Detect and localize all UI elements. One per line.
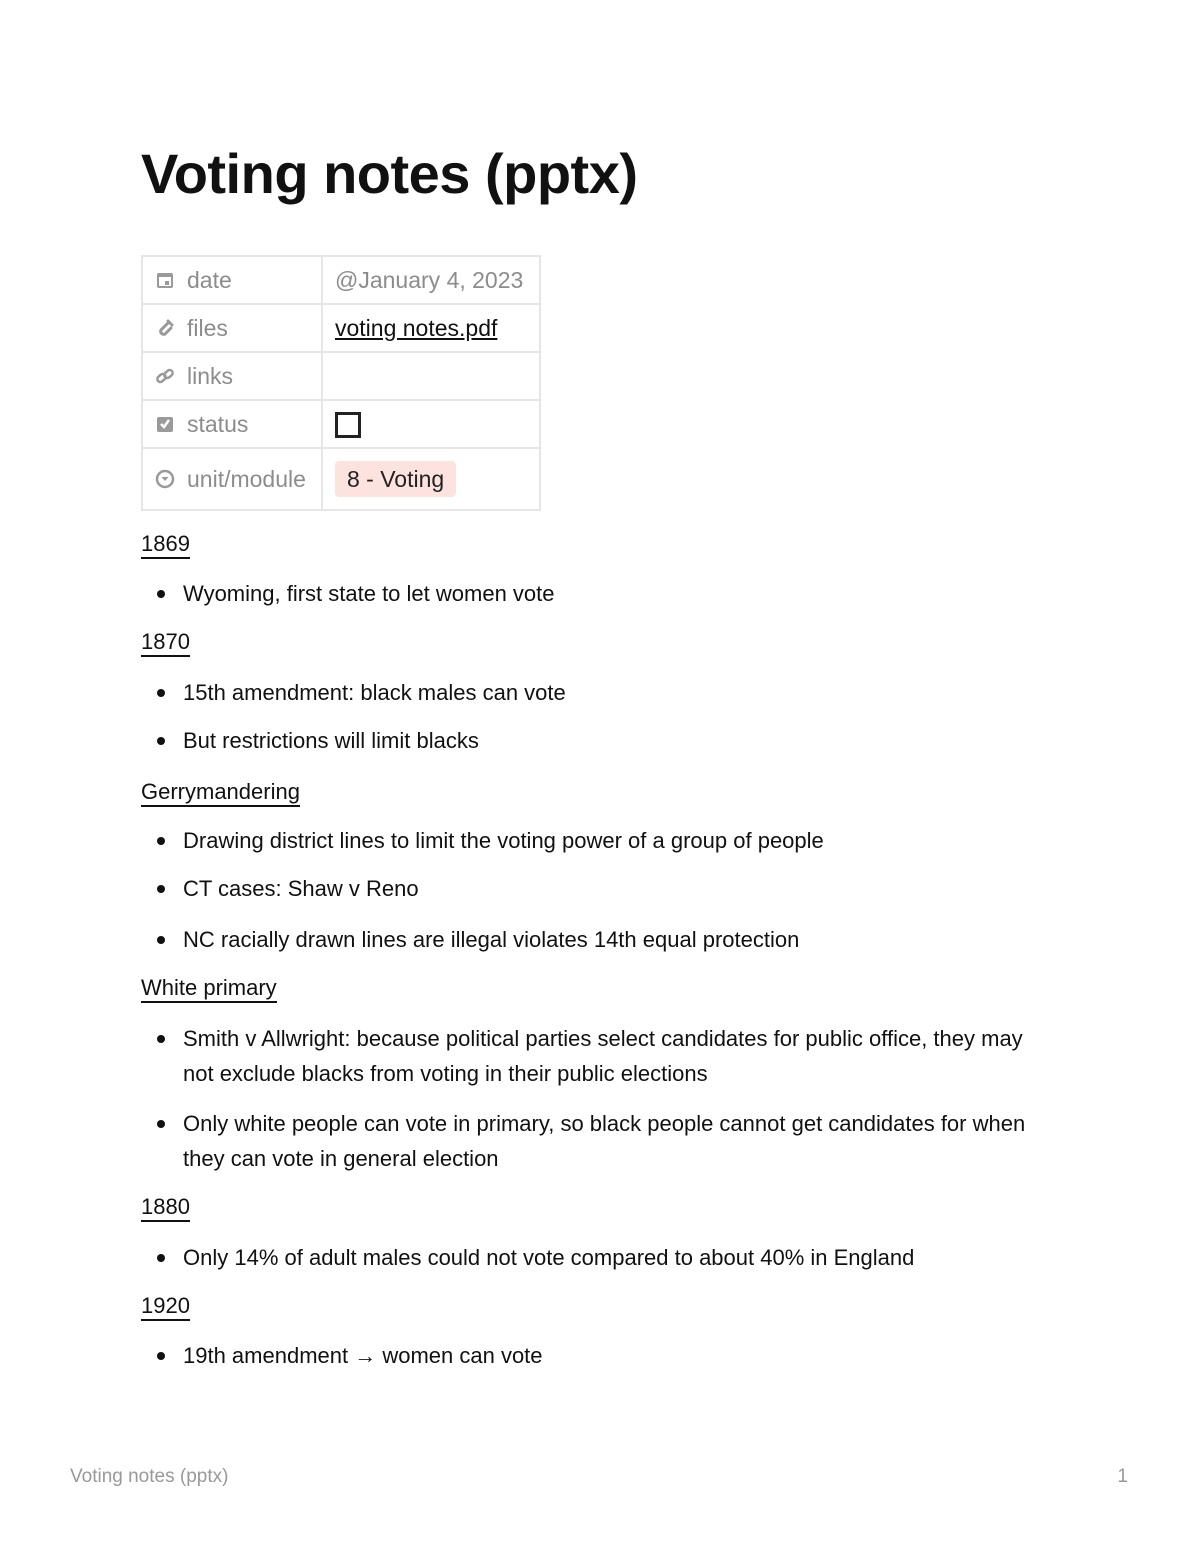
property-row-unit — [142, 448, 540, 510]
list-item: Drawing district lines to limit the voting power of a group of people — [157, 823, 1037, 858]
property-row-date — [142, 256, 540, 304]
property-label: files — [187, 314, 228, 341]
calendar-icon — [155, 270, 175, 290]
list-item: 19th amendment → women can vote — [157, 1338, 1037, 1373]
section-heading: White primary — [141, 975, 277, 1003]
property-value-links[interactable] — [322, 352, 540, 400]
list-item: Only 14% of adult males could not vote compared to about 40% in England — [157, 1240, 1037, 1275]
bullet-dot — [157, 1120, 165, 1128]
bullet-dot — [157, 737, 165, 745]
bullet-dot — [157, 1352, 165, 1360]
list-item: Wyoming, first state to let women vote — [157, 576, 1037, 611]
property-key-files — [142, 304, 322, 352]
section-heading: 1870 — [141, 629, 190, 657]
property-label: date — [187, 266, 232, 293]
property-row-files — [142, 304, 540, 352]
property-row-status — [142, 400, 540, 448]
select-icon — [155, 469, 175, 489]
property-key-date — [142, 256, 322, 304]
file-link[interactable]: voting notes.pdf — [335, 314, 498, 341]
list-item: But restrictions will limit blacks — [157, 723, 1037, 758]
bullet-dot — [157, 837, 165, 845]
property-key-status — [142, 400, 322, 448]
footer-title: Voting notes (pptx) — [70, 1466, 229, 1487]
property-value-date[interactable] — [322, 256, 540, 304]
list-item: Smith v Allwright: because political parties select candidates for public office, they may not exclude blacks from voting in their public elections — [157, 1021, 1037, 1091]
bullet-dot — [157, 1035, 165, 1043]
property-label: unit/module — [187, 465, 306, 492]
status-checkbox[interactable] — [335, 412, 361, 438]
bullet-dot — [157, 689, 165, 697]
list-item: NC racially drawn lines are illegal violates 14th equal protection — [157, 922, 1037, 957]
property-value-status[interactable] — [322, 400, 540, 448]
unit-tag[interactable]: 8 - Voting — [335, 461, 456, 497]
section-heading: 1920 — [141, 1293, 190, 1321]
property-value-files[interactable] — [322, 304, 540, 352]
property-key-links — [142, 352, 322, 400]
property-label: links — [187, 362, 234, 389]
bullet-dot — [157, 590, 165, 598]
bullet-dot — [157, 936, 165, 944]
page-number: 1 — [1117, 1466, 1128, 1487]
list-item: Only white people can vote in primary, so black people cannot get candidates for when they can vote in general election — [157, 1106, 1037, 1176]
list-item: 15th amendment: black males can vote — [157, 675, 1037, 710]
property-label: status — [187, 410, 249, 437]
list-item: CT cases: Shaw v Reno — [157, 871, 1037, 906]
date-value[interactable]: @January 4, 2023 — [335, 266, 524, 293]
properties-table — [141, 255, 541, 511]
bullet-dot — [157, 1254, 165, 1262]
section-heading: Gerrymandering — [141, 779, 300, 807]
section-heading: 1869 — [141, 531, 190, 559]
property-value-unit[interactable] — [322, 448, 540, 510]
link-icon — [155, 366, 175, 386]
property-key-unit — [142, 448, 322, 510]
checkbox-icon — [155, 414, 175, 434]
paperclip-icon — [155, 318, 175, 338]
page-title: Voting notes (pptx) — [141, 142, 638, 205]
section-heading: 1880 — [141, 1194, 190, 1222]
property-row-links — [142, 352, 540, 400]
bullet-dot — [157, 885, 165, 893]
